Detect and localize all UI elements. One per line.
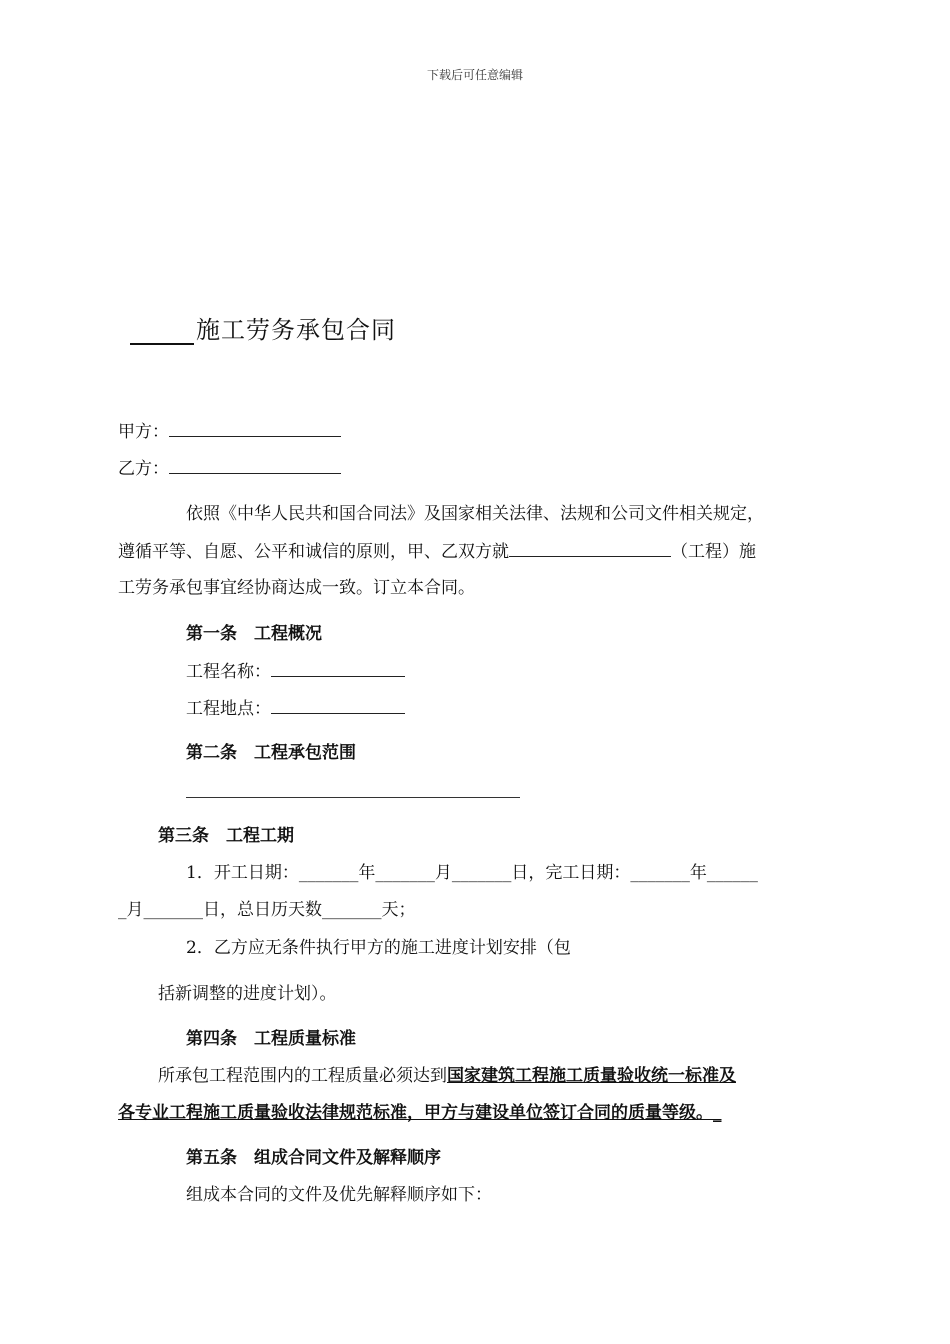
schedule-line-3: 2．乙方应无条件执行甲方的施工进度计划安排（包 <box>186 938 571 958</box>
quality-line-2: 各专业工程施工质量验收法律规范标准，甲方与建设单位签订合同的质量等级。_ <box>118 1103 722 1123</box>
quality-standard-text: 国家建筑工程施工质量验收统一标准及 <box>447 1066 736 1086</box>
intro-line-2b: （工程）施 <box>671 542 756 562</box>
project-name-field <box>271 660 405 677</box>
party-a-label: 甲方： <box>118 422 169 442</box>
intro-line-2 <box>118 540 756 563</box>
project-location-line <box>186 697 405 720</box>
schedule-line-2: _月_______日，总日历天数_______天； <box>118 900 416 920</box>
intro-line-3: 工劳务承包事宜经协商达成一致。订立本合同。 <box>118 578 475 598</box>
party-b-line <box>118 457 341 480</box>
article-5-heading: 第五条 组成合同文件及解释顺序 <box>186 1148 441 1168</box>
project-name-blank <box>509 540 671 557</box>
header-note: 下载后可任意编辑 <box>426 68 523 82</box>
party-a-line <box>118 420 341 443</box>
schedule-line-1: 1．开工日期：_______年_______月_______日，完工日期：_______年______ <box>186 863 758 883</box>
quality-line-1 <box>158 1065 736 1087</box>
article-1-heading: 第一条 工程概况 <box>186 624 322 644</box>
project-name-label: 工程名称： <box>186 662 271 682</box>
scope-blank-line <box>186 797 520 798</box>
title-blank <box>130 317 194 345</box>
quality-line-1a: 所承包工程范围内的工程质量必须达到 <box>158 1066 447 1086</box>
article-4-heading: 第四条 工程质量标准 <box>186 1029 356 1049</box>
docs-order-line: 组成本合同的文件及优先解释顺序如下： <box>186 1185 492 1205</box>
contract-title <box>130 310 396 345</box>
intro-line-2a: 遵循平等、自愿、公平和诚信的原则，甲、乙双方就 <box>118 542 509 562</box>
party-b-label: 乙方： <box>118 459 169 479</box>
schedule-line-4: 括新调整的进度计划）。 <box>158 984 337 1004</box>
project-location-label: 工程地点： <box>186 699 271 719</box>
party-b-blank <box>169 457 341 474</box>
title-text: 施工劳务承包合同 <box>196 316 396 344</box>
project-location-field <box>271 697 405 714</box>
article-3-heading: 第三条 工程工期 <box>158 826 294 846</box>
party-a-blank <box>169 420 341 437</box>
intro-line-1: 依照《中华人民共和国合同法》及国家相关法律、法规和公司文件相关规定， <box>186 504 764 524</box>
article-2-heading: 第二条 工程承包范围 <box>186 743 356 763</box>
project-name-line <box>186 660 405 683</box>
